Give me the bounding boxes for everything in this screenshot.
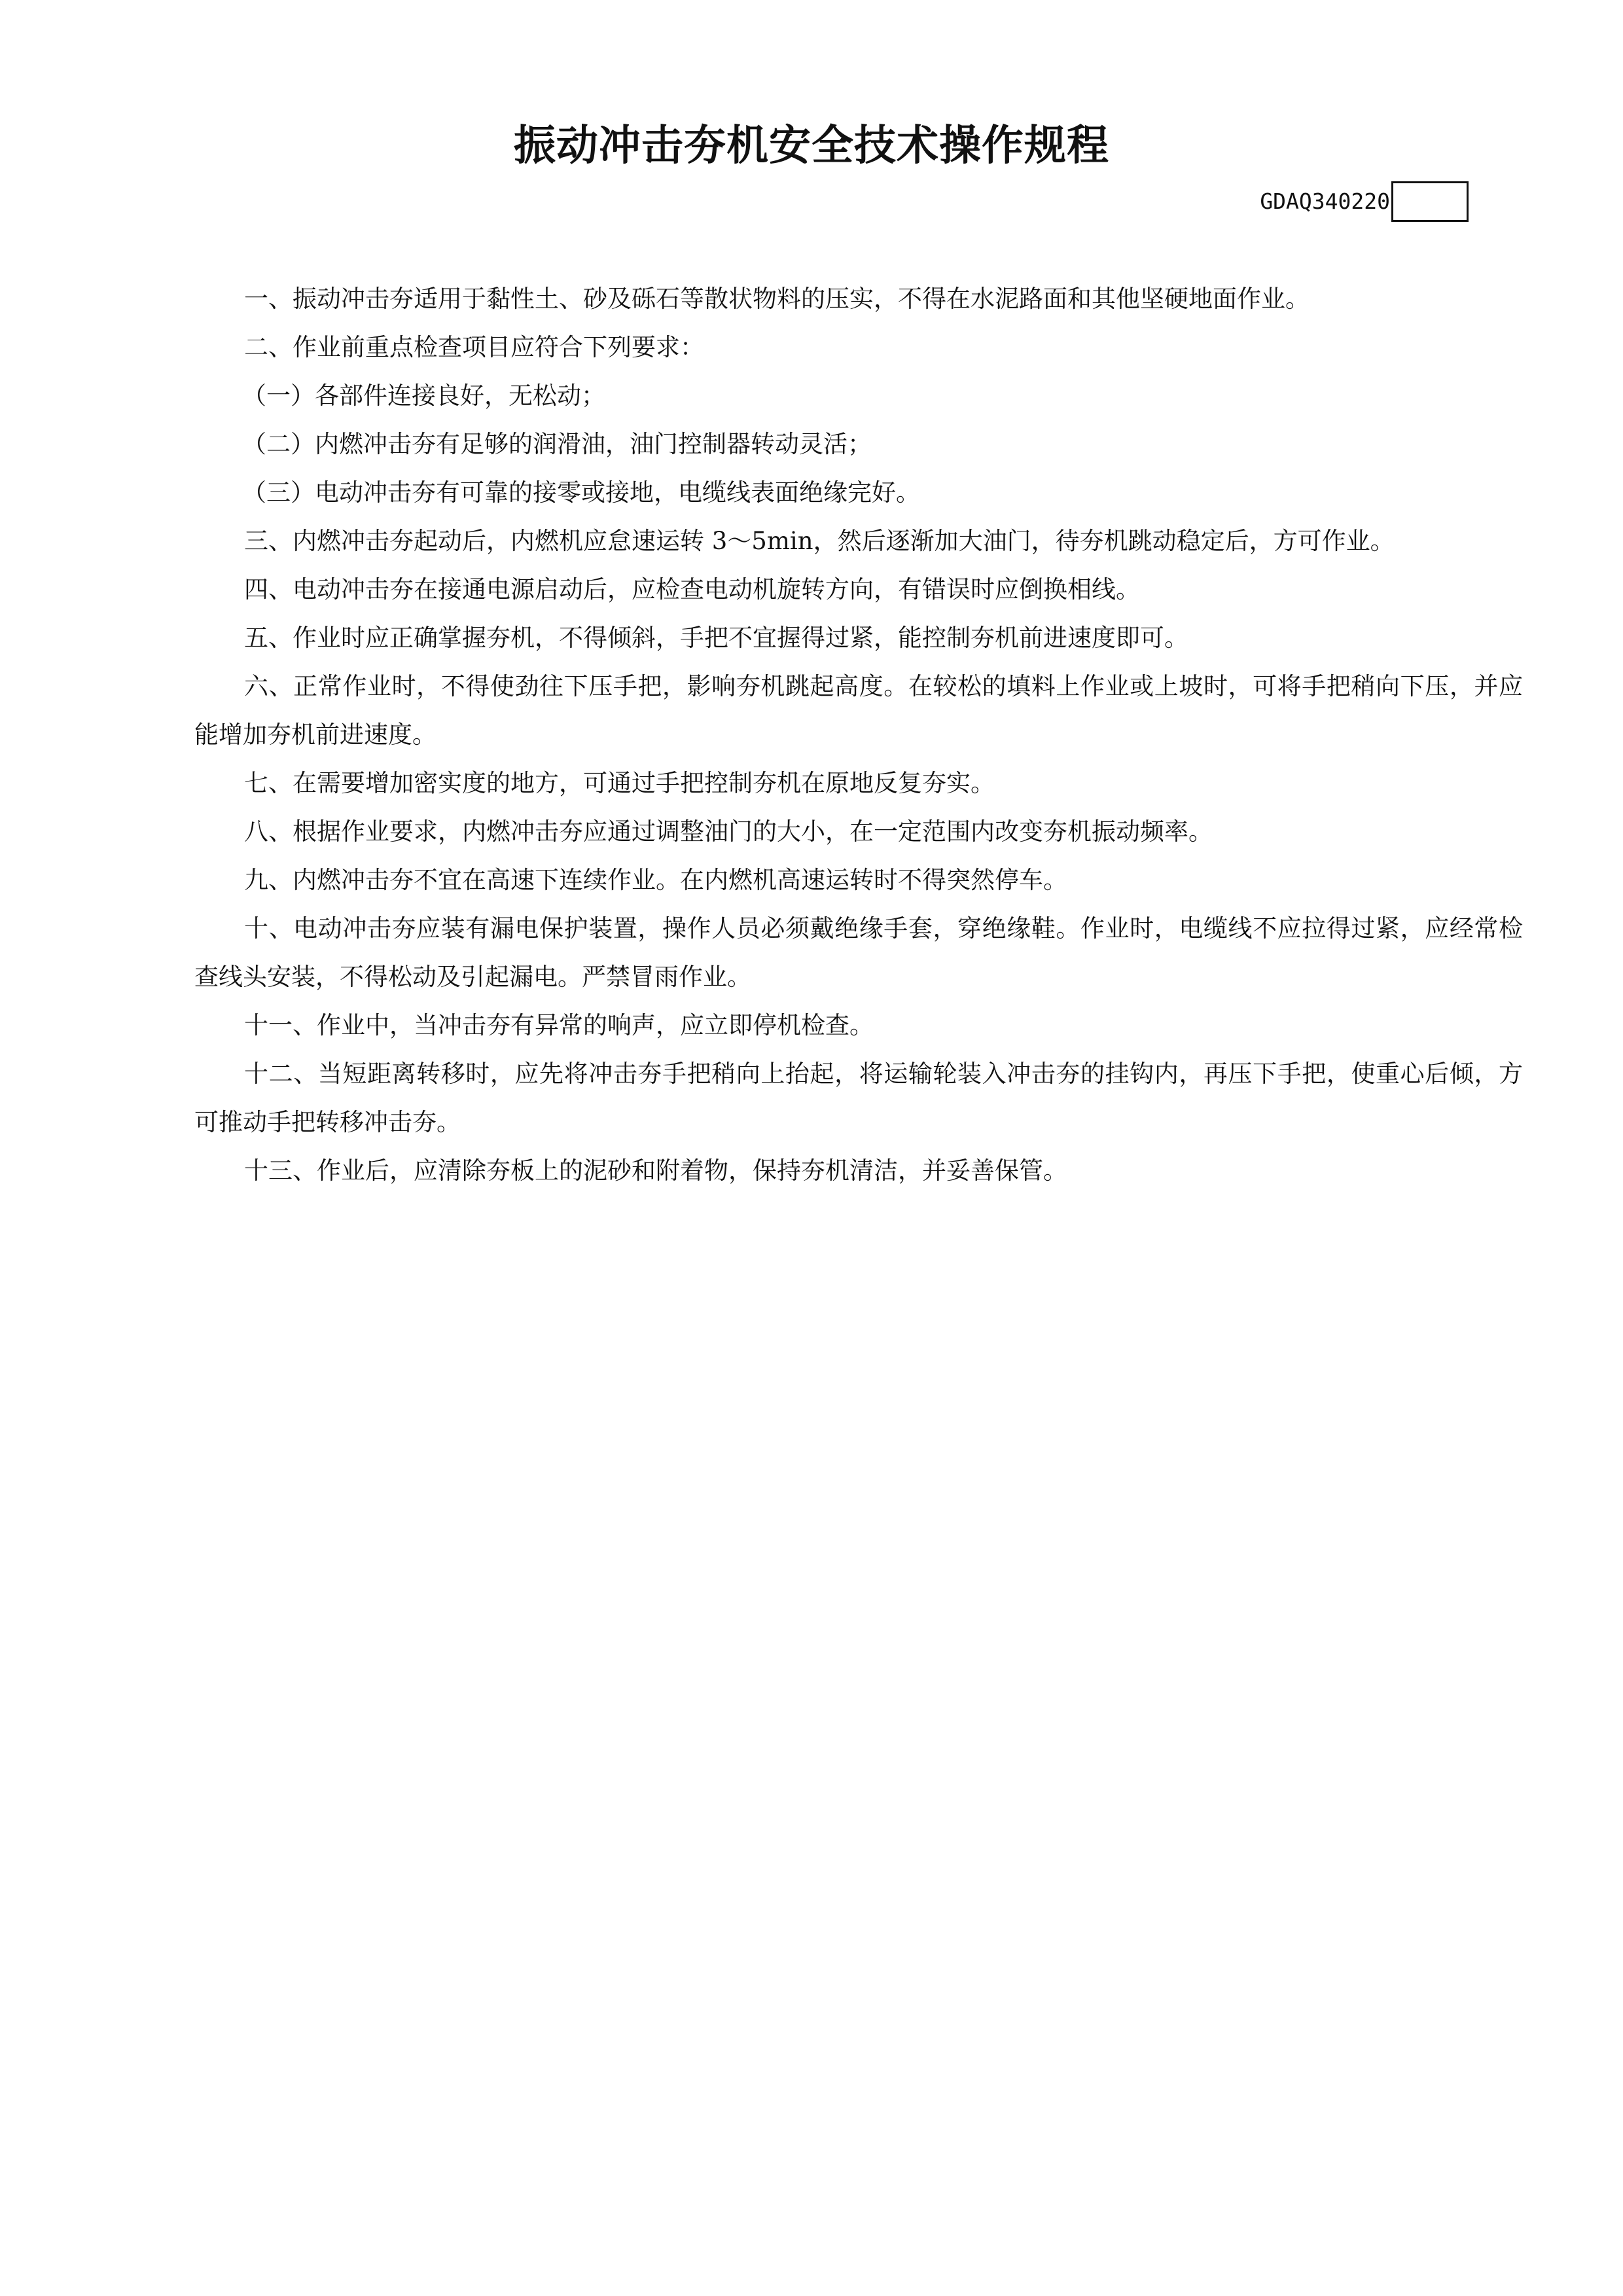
document-code-row — [1260, 182, 1469, 221]
paragraph-2-item-3: （三）电动冲击夯有可靠的接零或接地，电缆线表面绝缘完好。 — [242, 478, 920, 507]
document-code-box — [1391, 181, 1469, 222]
paragraph-12: 十二、当短距离转移时，应先将冲击夯手把稍向上抬起，将运输轮装入冲击夯的挂钩内，再压下手把，使重心后倾，方可推动手把转移冲击夯。 — [194, 1060, 1523, 1136]
paragraph-10: 十、电动冲击夯应装有漏电保护装置，操作人员必须戴绝缘手套，穿绝缘鞋。作业时，电缆线不应拉得过紧，应经常检查线头安装，不得松动及引起漏电。严禁冒雨作业。 — [194, 914, 1523, 991]
document-body — [194, 275, 1523, 1195]
paragraph-8: 八、根据作业要求，内燃冲击夯应通过调整油门的大小，在一定范围内改变夯机振动频率。 — [244, 817, 1213, 846]
paragraph-1: 一、振动冲击夯适用于黏性土、砂及砾石等散状物料的压实，不得在水泥路面和其他坚硬地面作业。 — [244, 285, 1310, 313]
paragraph-9: 九、内燃冲击夯不宜在高速下连续作业。在内燃机高速运转时不得突然停车。 — [244, 866, 1067, 894]
paragraph-11: 十一、作业中，当冲击夯有异常的响声，应立即停机检查。 — [244, 1011, 874, 1039]
paragraph-2-item-1: （一）各部件连接良好，无松动； — [242, 382, 605, 410]
paragraph-2-item-2: （二）内燃冲击夯有足够的润滑油，油门控制器转动灵活； — [242, 430, 872, 458]
document-code: GDAQ340220 — [1260, 188, 1390, 214]
paragraph-5: 五、作业时应正确掌握夯机，不得倾斜，手把不宜握得过紧，能控制夯机前进速度即可。 — [244, 624, 1188, 652]
paragraph-6: 六、正常作业时，不得使劲往下压手把，影响夯机跳起高度。在较松的填料上作业或上坡时，可将手把稍向下压，并应能增加夯机前进速度。 — [194, 672, 1523, 749]
paragraph-2: 二、作业前重点检查项目应符合下列要求： — [244, 333, 704, 361]
paragraph-13: 十三、作业后，应清除夯板上的泥砂和附着物，保持夯机清洁，并妥善保管。 — [244, 1157, 1067, 1185]
document-title: 振动冲击夯机安全技术操作规程 — [514, 122, 1109, 170]
paragraph-4: 四、电动冲击夯在接通电源启动后，应检查电动机旋转方向，有错误时应倒换相线。 — [244, 575, 1140, 603]
paragraph-3: 三、内燃冲击夯起动后，内燃机应怠速运转 3～5min，然后逐渐加大油门，待夯机跳动稳定后，方可作业。 — [244, 527, 1395, 555]
paragraph-7: 七、在需要增加密实度的地方，可通过手把控制夯机在原地反复夯实。 — [244, 769, 995, 797]
